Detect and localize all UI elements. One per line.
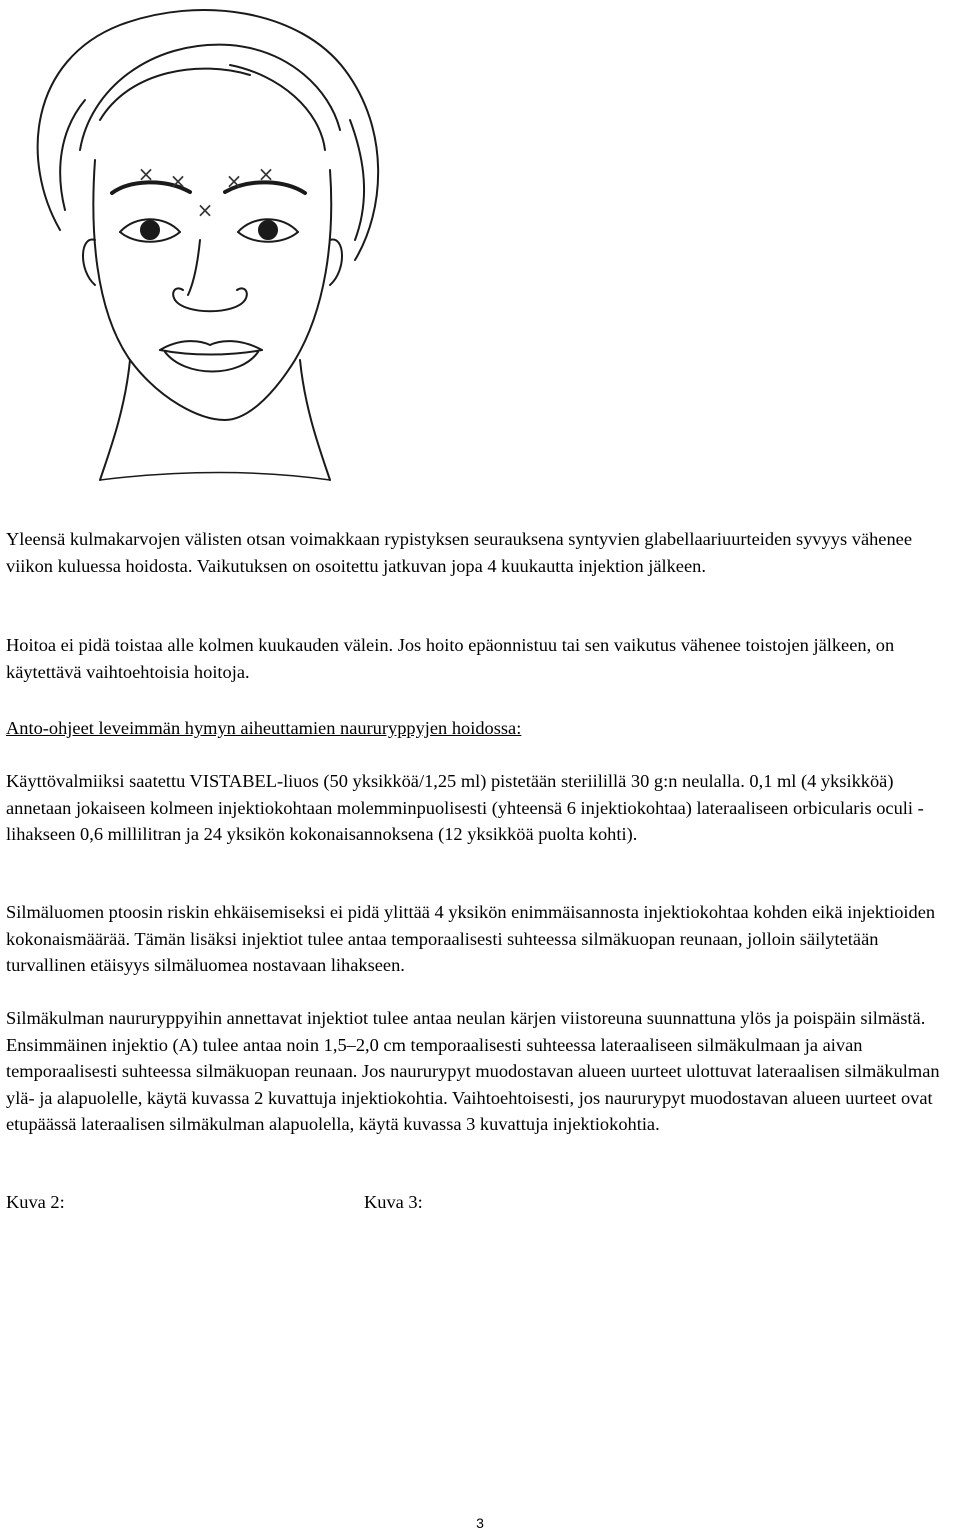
collar-line xyxy=(100,473,330,481)
iris-left xyxy=(141,221,159,239)
injection-marker-2: × xyxy=(169,169,187,193)
nose-tip xyxy=(175,300,245,311)
heading-text: Anto-ohjeet leveimmän hymyn aiheuttamien naururyppyjen hoidossa: xyxy=(6,718,522,738)
lips-upper xyxy=(160,341,262,350)
page-number: 3 xyxy=(476,1515,484,1531)
hair-wave-2 xyxy=(100,69,250,120)
caption-kuva-2: Kuva 2: xyxy=(6,1192,65,1212)
neck-right xyxy=(300,360,330,480)
iris-right xyxy=(259,221,277,239)
paragraph-text: Yleensä kulmakarvojen välisten otsan voimakkaan rypistyksen seurauksena syntyvien glabellaariuurteiden syvyys vähenee viikon kuluessa hoidosta. Vaikutuksen on osoitettu jatkuvan jopa 4 kuukautta injektion jälkeen. xyxy=(6,529,912,576)
face-outline-right xyxy=(225,170,331,420)
injection-marker-4: × xyxy=(257,162,275,186)
paragraph-ptosis-risk xyxy=(6,899,946,979)
injection-marker-1: × xyxy=(137,162,155,186)
paragraph-effect-duration xyxy=(6,526,946,579)
injection-marker-3: × xyxy=(225,169,243,193)
face-drawing xyxy=(0,0,440,500)
ear-left xyxy=(83,240,95,285)
paragraph-text: Käyttövalmiiksi saatettu VISTABEL-liuos (50 yksikköä/1,25 ml) pistetään steriilillä 30 g:n neulalla. 0,1 ml (4 yksikköä) annetaan jokaiseen kolmeen injektiokohtaan molemminpuolisesti (yhteensä 6 injektiokohtaa) lateraaliseen orbicularis oculi -lihakseen 0,6 millilitran ja 24 yksikön kokonaisannoksena (12 yksikköä puolta kohti). xyxy=(6,771,924,844)
face-illustration xyxy=(0,0,440,500)
nostril-right xyxy=(237,288,247,300)
paragraph-repeat-treatment xyxy=(6,632,946,685)
injection-markers xyxy=(138,162,275,222)
paragraph-text: Hoitoa ei pidä toistaa alle kolmen kuukauden välein. Jos hoito epäonnistuu tai sen vaikutus vähenee toistojen jälkeen, on käytettävä vaihtoehtoisia hoitoja. xyxy=(6,635,895,682)
hair-strand-left xyxy=(60,100,85,210)
ear-right xyxy=(330,240,342,285)
paragraph-dosage xyxy=(6,768,946,848)
paragraph-text: Silmäluomen ptoosin riskin ehkäisemiseksi ei pidä ylittää 4 yksikön enimmäisannosta injektiokohtaa kohden eikä injektioiden kokonaismäärää. Tämän lisäksi injektiot tulee antaa temporaalisesti suhteessa silmäkuopan reunaan, jolloin säilytetään turvallinen etäisyys silmäluomea nostavaan lihakseen. xyxy=(6,902,936,975)
injection-marker-5: × xyxy=(196,198,214,222)
hair-outline xyxy=(38,10,379,260)
paragraph-injection-technique xyxy=(6,1005,946,1138)
lips-line xyxy=(160,350,262,355)
nostril-left xyxy=(173,288,183,300)
hair-strand-right xyxy=(350,120,364,240)
nose-bridge xyxy=(188,240,200,295)
hair-wave-3 xyxy=(230,65,325,150)
caption-kuva-3: Kuva 3: xyxy=(364,1192,423,1212)
section-heading xyxy=(6,715,946,742)
neck-left xyxy=(100,360,130,480)
paragraph-text: Silmäkulman naururyppyihin annettavat injektiot tulee antaa neulan kärjen viistoreuna suunnattuna ylös ja poispäin silmästä. Ensimmäinen injektio (A) tulee antaa noin 1,5–2,0 cm temporaalisesti suhteessa lateraaliseen silmäkulmaan ja aivan temporaalisesti suhteessa silmäkuopan reunaan. Jos naururypyt muodostavan alueen uurteet ulottuvat lateraalisen silmäkulman ylä- ja alapuolelle, käytä kuvassa 2 kuvattuja injektiokohtia. Vaihtoehtoisesti, jos naururypyt muodostavan alueen uurteet ovat etupäässä lateraalisen silmäkulman alapuolella, käytä kuvassa 3 kuvattuja injektiokohtia. xyxy=(6,1008,940,1134)
